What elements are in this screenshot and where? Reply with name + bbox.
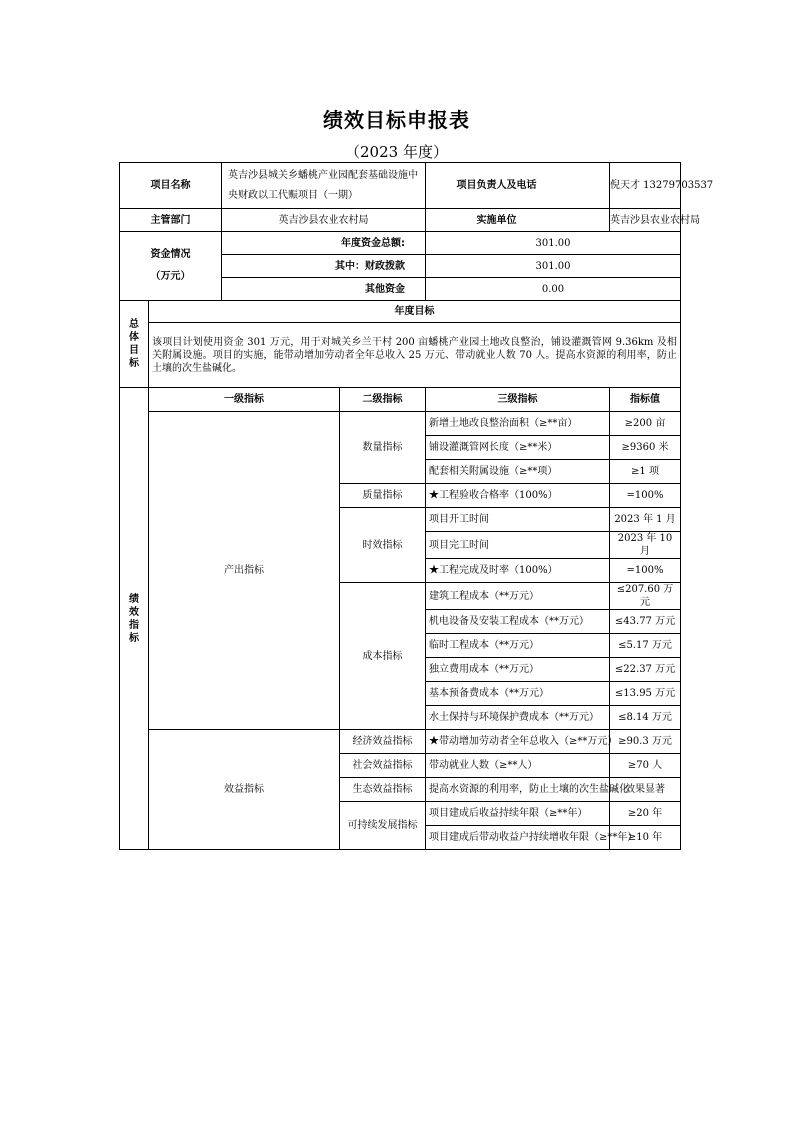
project-name: 英吉沙县城关乡蟠桃产业园配套基础设施中央财政以工代赈项目（一期） [222, 163, 426, 209]
indicator-value: ≤8.14 万元 [610, 706, 681, 730]
perf-side-char: 指 [129, 619, 139, 631]
impl-value: 英吉沙县农业农村局 [610, 209, 681, 232]
overall-side-label [120, 301, 149, 388]
indicator-value: ≤13.95 万元 [610, 682, 681, 706]
indicator-name: 基本预备费成本（**万元） [426, 682, 610, 706]
indicator-value: ≤207.60 万元 [610, 583, 681, 610]
header-level3: 三级指标 [426, 388, 610, 412]
quality-indicator-label: 质量指标 [340, 484, 426, 508]
indicator-name: 独立费用成本（**万元） [426, 658, 610, 682]
indicator-value: ≥10 年 [610, 826, 681, 850]
funds-fiscal-label: 其中：财政拨款 [222, 255, 426, 278]
indicator-value: 2023 年 1 月 [610, 508, 681, 532]
indicator-name: 临时工程成本（**万元） [426, 634, 610, 658]
impl-label: 实施单位 [426, 209, 610, 232]
quantity-indicator-label: 数量指标 [340, 412, 426, 484]
indicator-name: 铺设灌溉管网长度（≥**米） [426, 436, 610, 460]
indicator-name: 水土保持与环境保护费成本（**万元） [426, 706, 610, 730]
indicator-value: =100% [610, 484, 681, 508]
economic-indicator-label: 经济效益指标 [340, 730, 426, 754]
performance-table [119, 162, 714, 850]
indicator-value: ≥9360 米 [610, 436, 681, 460]
cost-indicator-label: 成本指标 [340, 583, 426, 730]
indicator-name: 带动就业人数（≥**人） [426, 754, 610, 778]
perf-side-char: 标 [129, 632, 139, 644]
sustainable-indicator-label: 可持续发展指标 [340, 802, 426, 850]
indicator-value: ≤5.17 万元 [610, 634, 681, 658]
responsible-value: 倪天才 13279703537 [610, 163, 681, 209]
indicator-name: 项目建成后收益持续年限（≥**年） [426, 802, 610, 826]
dept-label: 主管部门 [120, 209, 222, 232]
indicator-name: 项目建成后带动收益户持续增收年限（≥**年） [426, 826, 610, 850]
indicator-value: ≥20 年 [610, 802, 681, 826]
indicator-value: ≥90.3 万元 [610, 730, 681, 754]
social-indicator-label: 社会效益指标 [340, 754, 426, 778]
overall-side-char: 目 [129, 345, 139, 356]
funds-label-line2: （万元） [150, 271, 191, 282]
indicator-name: ★带动增加劳动者全年总收入（≥**万元） [426, 730, 610, 754]
indicator-name: 建筑工程成本（**万元） [426, 583, 610, 610]
funds-other-label: 其他资金 [222, 278, 426, 301]
timeliness-indicator-label: 时效指标 [340, 508, 426, 583]
overall-side-char: 总 [129, 319, 139, 330]
indicator-value: ≥200 亩 [610, 412, 681, 436]
indicator-name: 项目开工时间 [426, 508, 610, 532]
page-title: 绩效目标申报表 [323, 108, 470, 132]
header-level1: 一级指标 [149, 388, 340, 412]
indicator-name: 机电设备及安装工程成本（**万元） [426, 610, 610, 634]
overall-side-char: 体 [129, 332, 139, 343]
indicator-name: 配套相关附属设施（≥**项） [426, 460, 610, 484]
dept-value: 英吉沙县农业农村局 [222, 209, 426, 232]
indicator-value: =100% [610, 559, 681, 583]
year-subtitle: （2023 年度） [345, 143, 448, 161]
perf-side-char: 效 [129, 606, 139, 618]
overall-header: 年度目标 [149, 301, 681, 323]
benefit-indicator-label: 效益指标 [149, 730, 340, 850]
indicator-value: ≤22.37 万元 [610, 658, 681, 682]
indicator-name: 新增土地改良整治面积（≥**亩） [426, 412, 610, 436]
perf-side-label [120, 388, 149, 850]
indicator-value: ≤43.77 万元 [610, 610, 681, 634]
responsible-label: 项目负责人及电话 [426, 163, 610, 209]
overall-description: 该项目计划使用资金 301 万元，用于对城关乡兰干村 200 亩蟠桃产业园土地改良整治，铺设灌溉管网 9.36km 及相关附属设施。项目的实施，能带动增加劳动者全年总收入 25 万元、带动就业人数 70 人。提高水资源的利用率，防止土壤的次生盐碱化。 [149, 323, 681, 388]
output-indicator-label: 产出指标 [149, 412, 340, 730]
header-value: 指标值 [610, 388, 681, 412]
indicator-value: 效果显著 [610, 778, 681, 802]
funds-total-value: 301.00 [426, 232, 681, 255]
indicator-value: ≥70 人 [610, 754, 681, 778]
header-level2: 二级指标 [340, 388, 426, 412]
indicator-name: 项目完工时间 [426, 532, 610, 559]
indicator-name: ★工程验收合格率（100%） [426, 484, 610, 508]
funds-label [120, 232, 222, 301]
ecological-indicator-label: 生态效益指标 [340, 778, 426, 802]
indicator-value: ≥1 项 [610, 460, 681, 484]
funds-label-line1: 资金情况 [150, 249, 191, 260]
perf-side-char: 绩 [129, 593, 139, 605]
overall-side-char: 标 [129, 358, 139, 369]
funds-fiscal-value: 301.00 [426, 255, 681, 278]
indicator-name: ★工程完成及时率（100%） [426, 559, 610, 583]
indicator-value: 2023 年 10 月 [610, 532, 681, 559]
indicator-name: 提高水资源的利用率，防止土壤的次生盐碱化 [426, 778, 610, 802]
funds-total-label: 年度资金总额: [222, 232, 426, 255]
funds-other-value: 0.00 [426, 278, 681, 301]
project-name-label: 项目名称 [120, 163, 222, 209]
